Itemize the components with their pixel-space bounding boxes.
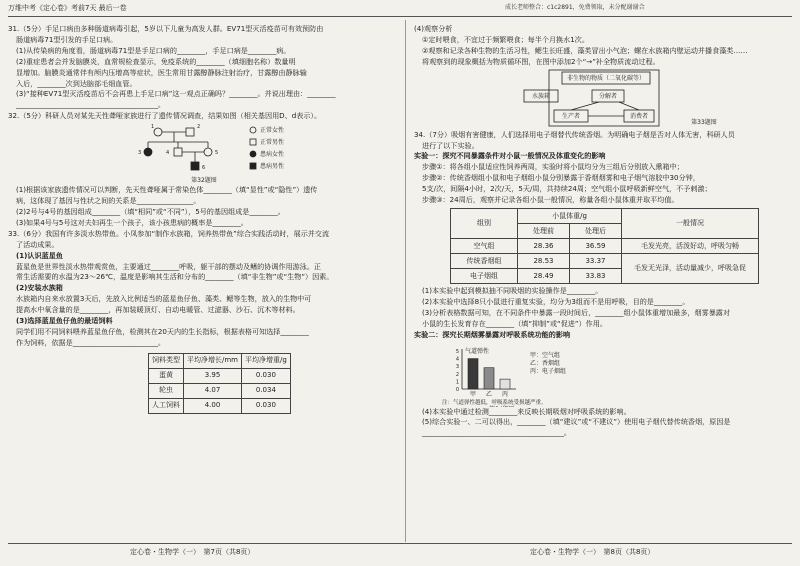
q33-line: 蓝星鱼是世界性淡水热带观赏鱼，主要通过________呼吸，躯干部的摆动及鳍的协调作用游泳。正 xyxy=(16,261,322,271)
pedigree-node-6 xyxy=(191,162,199,170)
table-header: 饲料类型 xyxy=(149,353,184,368)
table-cell: 33.83 xyxy=(570,268,622,283)
box-decomposer: 分解者 xyxy=(598,92,618,100)
x-tick-label: 丙 xyxy=(501,390,509,398)
legend-entry: 丙：电子烟组 xyxy=(530,367,567,375)
q34-line: ________________________________________。 xyxy=(422,428,571,438)
question-32 xyxy=(8,111,400,229)
q31-line: 入后，________次到达脑部毛细血管。 xyxy=(16,78,137,88)
legend-normal-female: 正常女性 xyxy=(260,127,285,135)
legend-entry: 甲：空气组 xyxy=(530,351,561,359)
svg-text:3: 3 xyxy=(138,150,142,157)
table-cell: 33.37 xyxy=(570,253,622,268)
q34-line: 34.（7分）吸烟有害健康，人们选择用电子烟替代传统香烟。为明确电子烟是否对人体无害，科研人员 xyxy=(414,129,735,139)
table-row xyxy=(451,253,759,268)
q31-line: (3)“接种EV71型灭活疫苗后不会再患上手足口病”这一观点正确吗？________。并说出理由：________ xyxy=(16,89,336,99)
mouse-weight-table xyxy=(450,208,759,284)
svg-text:2: 2 xyxy=(197,124,201,131)
table-header: 平均净增长/mm xyxy=(184,353,242,368)
pedigree-chart xyxy=(8,122,400,176)
q33-subheading: (1)认识蓝星鱼 xyxy=(16,250,63,260)
experiment-1-heading: 实验一：探究不同暴露条件对小鼠一般情况及体重变化的影响 xyxy=(414,151,606,161)
matter-cycle-diagram xyxy=(414,68,794,130)
y-tick-label: 0 xyxy=(455,386,459,393)
page-header xyxy=(0,0,800,14)
left-page xyxy=(8,24,400,414)
q33-4-line: 将观察到的现象概括为物质循环图，在图中添加2个“→”补全物质流动过程。 xyxy=(422,56,660,66)
y-tick-label: 3 xyxy=(455,363,459,370)
pedigree-node-2 xyxy=(186,128,194,136)
table-header: 小鼠体重/g xyxy=(518,208,622,223)
y-tick-label: 1 xyxy=(455,378,459,385)
svg-text:6: 6 xyxy=(202,165,206,172)
table-cell: 28.36 xyxy=(518,238,570,253)
q33-line: 了活动成果。 xyxy=(16,239,59,249)
table-cell: 蛋黄 xyxy=(149,368,184,383)
table-cell: 传统香烟组 xyxy=(451,253,518,268)
q33-subheading: (3)选择蓝星鱼仔鱼的最适饲料 xyxy=(16,316,113,326)
q34-line: 小鼠的生长发育存在________（填“抑制”或“促进”）作用。 xyxy=(422,318,607,328)
q33-line: 提高水中氧含量的是________，再加装暖顶灯、自动电暖管、过滤器、沙石、沉木等材料。 xyxy=(16,305,300,315)
q32-line: (2)2号与4号的基因组成________（填“相同”或“不同”），5号的基因组成是________。 xyxy=(16,206,285,216)
table-row xyxy=(149,368,291,383)
pedigree-node-4 xyxy=(174,148,182,156)
svg-text:4: 4 xyxy=(166,150,170,157)
table-header: 一般情况 xyxy=(622,208,759,238)
table-header: 组别 xyxy=(451,208,518,238)
step-line: 步骤②：传统香烟组小鼠和电子烟组小鼠分别暴露于香烟烟雾和电子烟气溶胶中30分钟， xyxy=(422,173,700,183)
box-consumer: 消费者 xyxy=(629,112,649,120)
q34-line: (4)本实验中通过检测________来反映长期吸烟对呼吸系统的影响。 xyxy=(422,406,631,416)
figure-32-caption: 第32题图 xyxy=(191,177,217,185)
airway-elasticity-chart xyxy=(414,341,794,407)
experiment-2-heading: 实验二：探究长期烟雾暴露对呼吸系统功能的影响 xyxy=(414,329,571,339)
step-line: 5支/次，间隔4小时，2次/天，5天/周，共持续24周；空气组小鼠呼吸新鲜空气，不予刺激； xyxy=(422,184,712,194)
y-tick-label: 2 xyxy=(455,371,459,378)
q34-line: (3)分析表格数据可知，在不同条件中暴露一段时间后，________组小鼠体重增加最多，烟雾暴露对 xyxy=(422,307,730,317)
legend-affected-female: 患病女性 xyxy=(260,151,285,159)
table-cell: 轮虫 xyxy=(149,383,184,398)
q34-line: (2)本实验中选择8只小鼠进行重复实验，均分为3组而不是用呼吸，目的是________。 xyxy=(422,296,690,306)
q33-4-line: ①定时喂食，不宜过于频繁喂食；每半个月换水1次。 xyxy=(422,34,589,44)
q34-line: (1)本实验中起到模拟抽不同吸烟的实验操作是________。 xyxy=(422,285,603,295)
q32-line: 病，这体现了基因与性状之间的关系是________________。 xyxy=(16,196,201,206)
pedigree-node-1 xyxy=(154,128,162,136)
svg-text:1: 1 xyxy=(151,124,155,131)
q33-line: 常生活需要的水温为23～26℃，温度是影响其生活和分布的________（填“非生物”或“生物”）因素。 xyxy=(16,272,334,282)
x-tick-label: 乙 xyxy=(485,390,493,398)
table-cell: 3.95 xyxy=(184,368,242,383)
box-abiotic: 非生物的物质（二氧化碳等） xyxy=(566,74,646,82)
q31-line: (1)从传染病的角度看，肠道病毒71型是手足口病的________，手足口病是________病。 xyxy=(16,45,291,55)
cycle-figure xyxy=(414,68,794,130)
q33-4-line: ②观察和记录各种生物的生活习性，鳃生长旺盛，藻类冒出小气泡；螺在水族箱内壁运动并播食藻类…… xyxy=(422,45,748,55)
table-cell: 空气组 xyxy=(451,238,518,253)
q32-line: (3)如果4号与5号这对夫妇再生一个孩子，该小孩患病的概率是________。 xyxy=(16,217,248,227)
question-31 xyxy=(8,24,400,111)
q34-line: (5)综合实验一、二可以得出，________（填“建议”或“不建议”）使用电子烟代替传统香烟，原因是 xyxy=(422,417,731,427)
table-header: 处理前 xyxy=(518,223,570,238)
table-cell: 0.034 xyxy=(242,383,291,398)
chart-note: 注：气道弹性越低，呼吸系统受损越严重。 xyxy=(442,399,547,406)
table-cell: 毛发光亮，活泼好动，呼吸匀畅 xyxy=(622,238,759,253)
x-tick-label: 甲 xyxy=(469,390,477,398)
table-cell: 4.07 xyxy=(184,383,242,398)
svg-text:5: 5 xyxy=(215,150,219,157)
y-axis-label: 气道弹性 xyxy=(465,347,490,355)
q32-line: (1)根据该家族遗传情况可以判断，先天性聋哑属于常染色体________（填“显性”或“隐性”）遗传 xyxy=(16,185,318,195)
header-left: 万维中考《定心卷》考前7天 最后一卷 xyxy=(8,4,127,12)
table-cell: 4.00 xyxy=(184,398,242,413)
table-cell: 电子烟组 xyxy=(451,268,518,283)
q32-line: 32.（5分）科研人员对某先天性聋哑家族进行了遗传情况调查，结果如图（相关基因用D、d表示）。 xyxy=(8,111,322,121)
table-cell: 0.030 xyxy=(242,368,291,383)
q33-line: 作为饲料，依据是________________________。 xyxy=(16,337,165,347)
bar-乙 xyxy=(484,367,494,388)
question-33 xyxy=(8,229,400,414)
table-header: 处理后 xyxy=(570,223,622,238)
pedigree-node-3 xyxy=(144,148,152,156)
legend-entry: 乙：香烟组 xyxy=(530,359,561,367)
table-cell: 人工饲料 xyxy=(149,398,184,413)
box-aquarium: 水族箱 xyxy=(531,92,551,100)
right-page xyxy=(414,24,794,439)
q33-line: 同学们用不同饲料喂养蓝星鱼仔鱼，检测其在20天内的生长指标，根据表格可知选择________ xyxy=(16,326,309,336)
q33-subheading: (2)安装水族箱 xyxy=(16,283,63,293)
legend-normal-male: 正常男性 xyxy=(260,139,285,147)
bar-丙 xyxy=(500,379,510,389)
table-cell: 0.030 xyxy=(242,398,291,413)
box-producer: 生产者 xyxy=(561,112,581,120)
feed-table xyxy=(148,353,291,414)
footer-rule xyxy=(8,543,792,544)
footer-right: 定心卷・生物学（一） 第8页（共8页） xyxy=(530,548,655,556)
pedigree-node-5 xyxy=(204,148,212,156)
pedigree-figure xyxy=(8,122,400,176)
q31-line: 31.（5分）手足口病由多种肠道病毒引起，5岁以下儿童为高发人群。EV71型灭活疫苗可有效预防由 xyxy=(8,24,324,33)
page-divider xyxy=(405,20,406,542)
y-tick-label: 5 xyxy=(455,348,459,355)
figure-33-caption: 第33题图 xyxy=(691,118,717,126)
table-cell: 毛发无光泽，活动量减少，呼吸急促 xyxy=(622,253,759,283)
table-header: 平均净增重/g xyxy=(242,353,291,368)
table-row xyxy=(149,398,291,413)
q31-line: 显增加。脑膜炎通常伴有颅内压增高等症状，医生常用甘露醇静脉注射治疗，甘露醇由静脉输 xyxy=(16,67,307,77)
legend-affected-male: 患病男性 xyxy=(260,163,285,171)
step-line: 步骤①：将各组小鼠适应性饲养两周，实验时将小鼠均分为三组后分别放入熏箱中； xyxy=(422,162,684,172)
q34-line: 进行了以下实验。 xyxy=(422,140,479,150)
header-rule xyxy=(8,16,792,17)
header-right: 成长老师整合：c1c2891，免费领取，未分配谢谢合 xyxy=(505,4,645,11)
footer-left: 定心卷・生物学（一） 第7页（共8页） xyxy=(130,548,255,556)
q31-line: 肠道病毒71型引发的手足口病。 xyxy=(16,34,118,44)
q33-line: 33.（6分）我国有许多淡水热带鱼。小凤参加“制作水族箱，饲养热带鱼”综合实践活动时，展示并交流 xyxy=(8,228,330,238)
y-tick-label: 4 xyxy=(455,356,459,363)
chart-caption xyxy=(489,405,515,407)
table-cell: 28.53 xyxy=(518,253,570,268)
table-row xyxy=(451,238,759,253)
q31-line: ________________________________________。 xyxy=(16,100,165,110)
q31-line: (2)重症患者会并发脑膜炎，血常规检查显示，免疫系统的________（填细胞名称）数量明 xyxy=(16,56,296,66)
step-line: 步骤③：24周后，观察并记录各组小鼠一般情况，称量各组小鼠体重并取平均值。 xyxy=(422,195,679,205)
table-cell: 36.59 xyxy=(570,238,622,253)
airway-chart-wrap xyxy=(414,341,794,407)
table-row xyxy=(149,383,291,398)
table-cell: 28.49 xyxy=(518,268,570,283)
bar-甲 xyxy=(468,358,478,388)
q33-4-heading: (4)观察分析 xyxy=(414,24,453,33)
q33-line: 水族箱内自来水放置3天后，先放入比例适当的蓝星鱼仔鱼、藻类、鳃等生物，放入的生物中可 xyxy=(16,294,312,304)
